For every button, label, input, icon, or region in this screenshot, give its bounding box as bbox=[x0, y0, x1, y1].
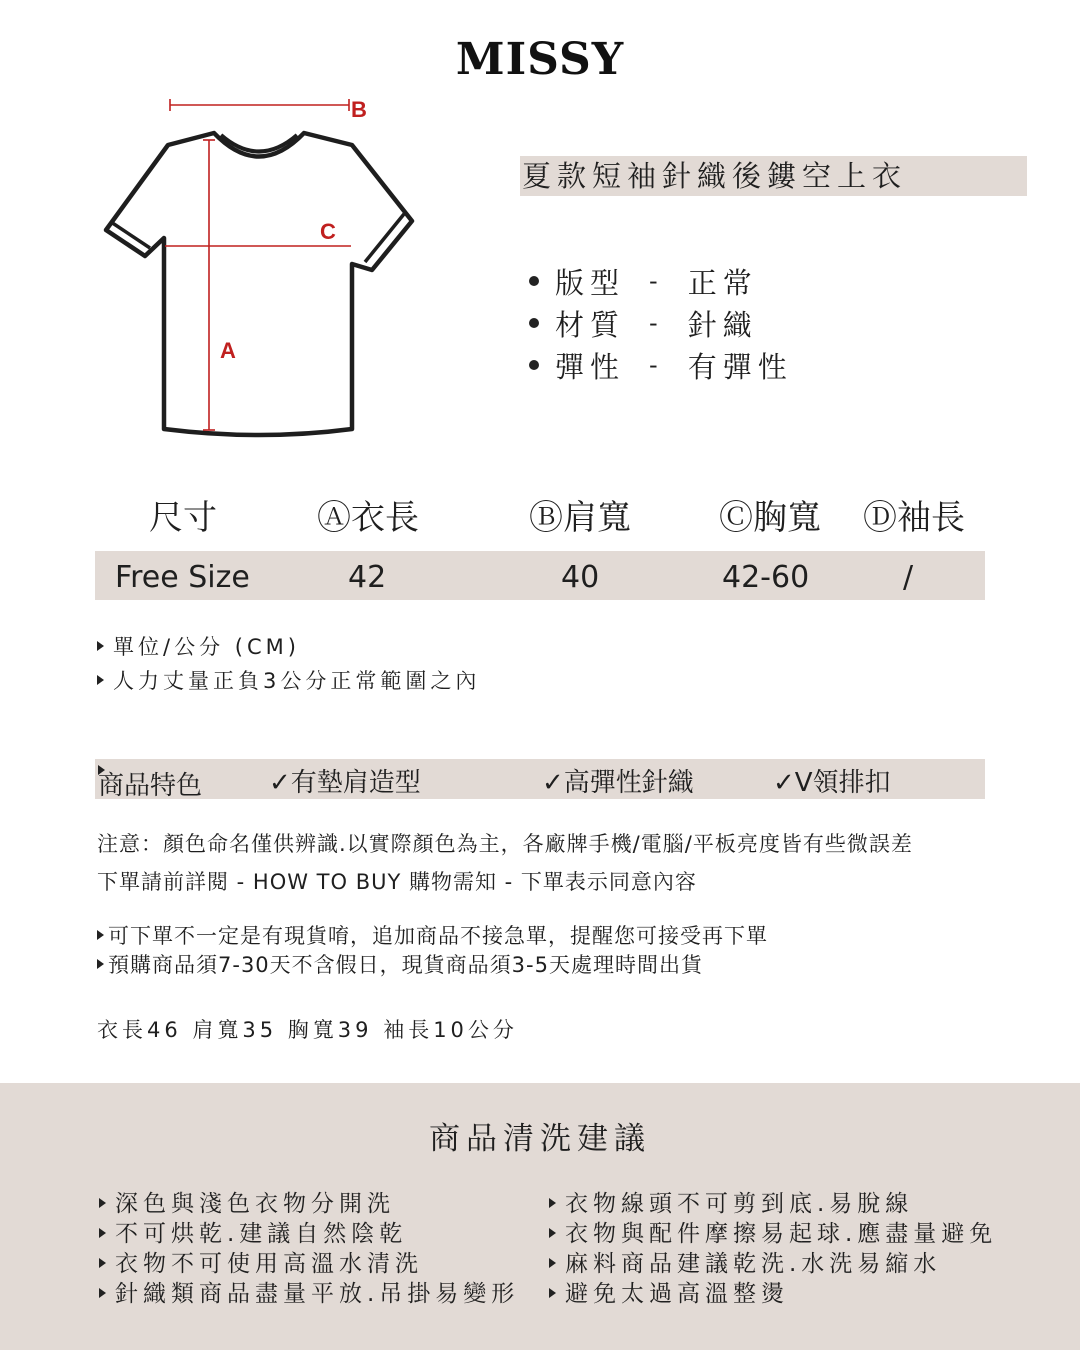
size-header-shoulder: Ⓑ肩寬 bbox=[529, 498, 631, 538]
feature-bar: 商品特色 ✓有墊肩造型 ✓高彈性針織 ✓V領排扣 bbox=[95, 759, 985, 799]
triangle-bullet-icon bbox=[549, 1228, 556, 1238]
wash-item: 不可烘乾.建議自然陰乾 bbox=[99, 1219, 519, 1249]
size-cell: Free Size bbox=[115, 560, 250, 595]
wash-item: 避免太過高溫整燙 bbox=[549, 1279, 997, 1309]
wash-item: 衣物與配件摩擦易起球.應盡量避免 bbox=[549, 1219, 997, 1249]
size-cell: 42 bbox=[348, 560, 387, 595]
triangle-bullet-icon bbox=[97, 675, 104, 685]
note-item: 單位/公分 (CM) bbox=[97, 630, 480, 664]
measure-label-a: A bbox=[220, 338, 236, 363]
tshirt-outline bbox=[106, 133, 412, 435]
measure-label-c: C bbox=[320, 219, 336, 244]
order-note: 可下單不一定是有現貨唷，追加商品不接急單，提醒您可接受再下單 bbox=[97, 922, 768, 951]
triangle-bullet-icon bbox=[99, 1198, 106, 1208]
wash-title: 商品清洗建議 bbox=[429, 1121, 651, 1157]
product-title: 夏款短袖針織後鏤空上衣 bbox=[520, 156, 1027, 196]
spec-item: 版型 - 正常 bbox=[520, 260, 793, 302]
triangle-bullet-icon bbox=[99, 1258, 106, 1268]
size-header-chest: Ⓒ胸寬 bbox=[719, 498, 821, 538]
warning-line: 下單請前詳閱 - HOW TO BUY 購物需知 - 下單表示同意內容 bbox=[97, 870, 697, 894]
size-header-size: 尺寸 bbox=[149, 498, 217, 538]
triangle-bullet-icon bbox=[97, 959, 104, 969]
bullet-icon bbox=[529, 318, 539, 328]
wash-item: 衣物線頭不可剪到底.易脫線 bbox=[549, 1189, 997, 1219]
wash-list-right bbox=[549, 1189, 997, 1309]
feature-item: ✓高彈性針織 bbox=[542, 768, 694, 798]
triangle-bullet-icon bbox=[549, 1258, 556, 1268]
wash-item: 衣物不可使用高溫水清洗 bbox=[99, 1249, 519, 1279]
size-header-length: Ⓐ衣長 bbox=[317, 498, 419, 538]
size-cell: 40 bbox=[561, 560, 600, 595]
brand-logo: MISSY bbox=[455, 34, 625, 85]
wash-item: 麻料商品建議乾洗.水洗易縮水 bbox=[549, 1249, 997, 1279]
warning-line: 注意：顏色命名僅供辨識.以實際顏色為主，各廠牌手機/電腦/平板亮度皆有些微誤差 bbox=[97, 832, 913, 856]
size-table-row bbox=[95, 551, 985, 600]
measurements-text: 衣長46 肩寬35 胸寬39 袖長10公分 bbox=[97, 1018, 518, 1042]
spec-item: 材質 - 針織 bbox=[520, 302, 793, 344]
wash-item: 深色與淺色衣物分開洗 bbox=[99, 1189, 519, 1219]
triangle-bullet-icon bbox=[97, 930, 104, 940]
triangle-bullet-icon bbox=[549, 1198, 556, 1208]
note-item: 人力丈量正負3公分正常範圍之內 bbox=[97, 664, 480, 698]
spec-list bbox=[520, 260, 793, 386]
wash-item: 針織類商品盡量平放.吊掛易變形 bbox=[99, 1279, 519, 1309]
triangle-bullet-icon bbox=[97, 641, 104, 651]
color-warning bbox=[97, 825, 913, 901]
unit-notes bbox=[97, 630, 480, 698]
wash-list-left bbox=[99, 1189, 519, 1309]
triangle-bullet-icon bbox=[99, 1228, 106, 1238]
order-note: 預購商品須7-30天不含假日，現貨商品須3-5天處理時間出貨 bbox=[97, 951, 768, 980]
spec-item: 彈性 - 有彈性 bbox=[520, 344, 793, 386]
triangle-bullet-icon bbox=[99, 1288, 106, 1298]
bullet-icon bbox=[529, 276, 539, 286]
tshirt-diagram bbox=[95, 92, 425, 442]
measure-label-b: B bbox=[351, 97, 367, 122]
triangle-bullet-icon bbox=[549, 1288, 556, 1298]
bullet-icon bbox=[529, 360, 539, 370]
feature-item: ✓V領排扣 bbox=[773, 768, 891, 798]
wash-section bbox=[0, 1083, 1080, 1350]
order-notes bbox=[97, 922, 768, 980]
size-cell: 42-60 bbox=[722, 560, 810, 595]
size-header-sleeve: Ⓓ袖長 bbox=[863, 498, 965, 538]
size-table-header bbox=[0, 490, 1080, 540]
size-cell: / bbox=[903, 560, 914, 595]
feature-item: ✓有墊肩造型 bbox=[269, 768, 421, 798]
